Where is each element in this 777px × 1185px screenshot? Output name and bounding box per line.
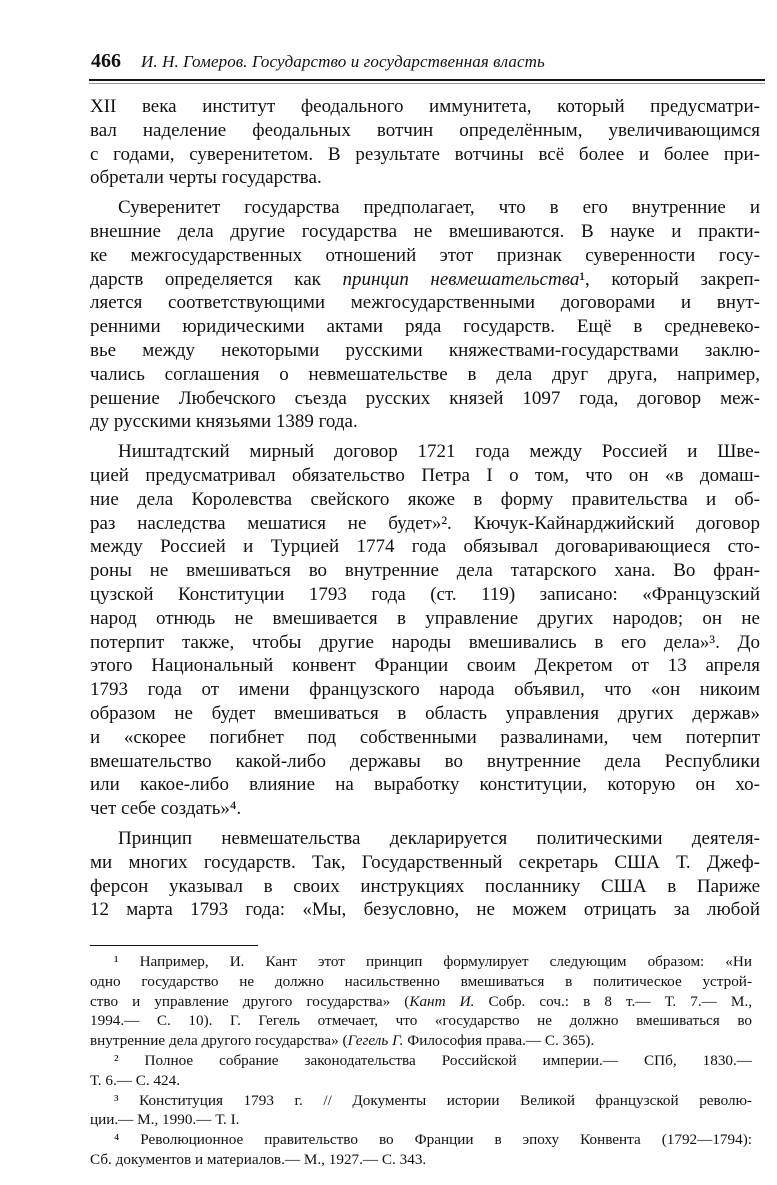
text-line: ции.— М., 1990.— Т. I. xyxy=(90,1111,240,1129)
running-title: И. Н. Гомеров. Государство и государственная власть xyxy=(141,52,545,71)
text-line: раз наследства мешатися не будет»². Кючук-Кайнарджийский договор xyxy=(90,512,760,534)
footnote xyxy=(90,1091,752,1131)
text-line: цузской Конституции 1793 года (ст. 119) записано: «Французский xyxy=(90,583,760,605)
paragraph xyxy=(90,196,760,434)
footnotes xyxy=(90,952,752,1170)
text-segment: Собр. соч.: в 8 т.— Т. 7.— М., xyxy=(474,992,753,1010)
paragraph xyxy=(90,95,760,190)
paragraph xyxy=(90,440,760,821)
text-line: или какое-либо влияние на выработку конституции, которую он хо- xyxy=(90,774,760,796)
text-line: ду русскими князьями 1389 года. xyxy=(90,411,358,433)
text-line: ние дела Королевства свейского якоже в форму правительства и об- xyxy=(90,488,760,510)
text-line: XII века институт феодального иммунитета, который предусматри- xyxy=(90,96,760,117)
text-line: Т. 6.— С. 424. xyxy=(90,1071,181,1089)
text-line: Сб. документов и материалов.— М., 1927.— С. 343. xyxy=(90,1150,427,1168)
text-line: 1793 года от имени французского народа объявил, что «он никоим xyxy=(90,679,760,701)
text-line: с годами, суверенитетом. В результате вотчины всё более и более при- xyxy=(90,143,760,165)
header-rule-thin xyxy=(89,83,765,84)
italic-text: принцип невмешательства xyxy=(342,268,580,290)
text-line xyxy=(90,268,760,292)
text-line: одно государство не должно насильственно вмешиваться в политическое устрой- xyxy=(90,972,752,990)
text-line: ке межгосударственных отношений этот признак суверенности госу- xyxy=(90,244,760,266)
text-line: вал наделение феодальных вотчин определённым, увеличивающимся xyxy=(90,119,760,141)
text-line: внешние дела другие государства не вмешиваются. В науке и практи- xyxy=(90,220,760,242)
text-line: этого Национальный конвент Франции своим Декретом от 13 апреля xyxy=(90,655,760,677)
italic-text: Гегель Г. xyxy=(347,1032,404,1050)
text-line: ферсон указывал в своих инструкциях посланнику США в Париже xyxy=(90,875,760,897)
main-text xyxy=(90,95,760,922)
text-line: решение Любечского съезда русских князей 1097 года, договор меж- xyxy=(90,387,760,409)
text-segment: Философия права.— С. 365). xyxy=(403,1032,595,1050)
text-line xyxy=(90,1031,752,1051)
text-line: чались соглашения о невмешательстве в дела друг друга, например, xyxy=(90,363,760,385)
text-segment: ¹, который закреп- xyxy=(579,268,761,290)
text-line: обретали черты государства. xyxy=(90,167,322,189)
text-line: чет себе создать»⁴. xyxy=(90,798,242,820)
text-line: и «скорее погибнет под собственными развалинами, чем потерпит xyxy=(90,726,760,748)
footnote xyxy=(90,1051,752,1091)
text-line: Суверенитет государства предполагает, что в его внутренние и xyxy=(118,197,760,219)
text-line: цией предусматривал обязательство Петра I о том, что он «в домаш- xyxy=(90,464,760,486)
text-line: ² Полное собрание законодательства Российской империи.— СПб, 1830.— xyxy=(114,1051,752,1069)
text-segment: дарств определяется как xyxy=(90,268,343,290)
text-line: 12 марта 1793 года: «Мы, безусловно, не можем отрицать за любой xyxy=(90,899,760,921)
text-line: потерпит также, чтобы другие народы вмешивались в его дела»³. До xyxy=(90,631,760,653)
text-line: ми многих государств. Так, Государственный секретарь США Т. Джеф- xyxy=(90,851,760,873)
text-line: Принцип невмешательства декларируется политическими деятеля- xyxy=(118,827,760,849)
text-line xyxy=(90,992,752,1012)
text-line: ренними юридическими актами ряда государств. Ещё в средневеко- xyxy=(90,316,760,338)
text-line: 1994.— С. 10). Г. Гегель отмечает, что «государство не должно вмешиваться во xyxy=(90,1012,752,1030)
text-line: ³ Конституция 1793 г. // Документы истории Великой французской револю- xyxy=(114,1091,752,1109)
header-rule xyxy=(89,79,765,81)
paragraph xyxy=(90,827,760,922)
footnote xyxy=(90,952,752,1051)
text-line: вье между некоторыми русскими княжествами-государствами заклю- xyxy=(90,339,760,361)
text-line: ляется соответствующими межгосударственными договорами и внут- xyxy=(90,292,760,314)
text-segment: внутренние дела другого государства» ( xyxy=(90,1032,348,1050)
text-line: народ отнюдь не вмешивается в управление других народов; он не xyxy=(90,607,760,629)
text-line: Ништадтский мирный договор 1721 года между Россией и Шве- xyxy=(118,441,760,463)
footnote xyxy=(90,1130,752,1170)
text-line: вмешательство какой-либо державы во внутренние дела Республики xyxy=(90,750,760,772)
footnote-separator xyxy=(90,945,258,946)
text-line: роны не вмешиваться во внутренние дела татарского хана. Во фран- xyxy=(90,560,760,582)
text-segment: ство и управление другого государства» ( xyxy=(90,992,410,1010)
running-header xyxy=(91,50,763,78)
text-line: ¹ Например, И. Кант этот принцип формулирует следующим образом: «Ни xyxy=(114,953,752,970)
page-number: 466 xyxy=(91,50,121,72)
text-line: ⁴ Революционное правительство во Франции в эпоху Конвента (1792—1794): xyxy=(114,1131,752,1149)
text-line: образом не будет вмешиваться в область управления других держав» xyxy=(90,702,760,724)
italic-text: Кант И. xyxy=(409,992,475,1010)
text-line: между Россией и Турцией 1774 года обязывал договаривающиеся сто- xyxy=(90,536,760,558)
